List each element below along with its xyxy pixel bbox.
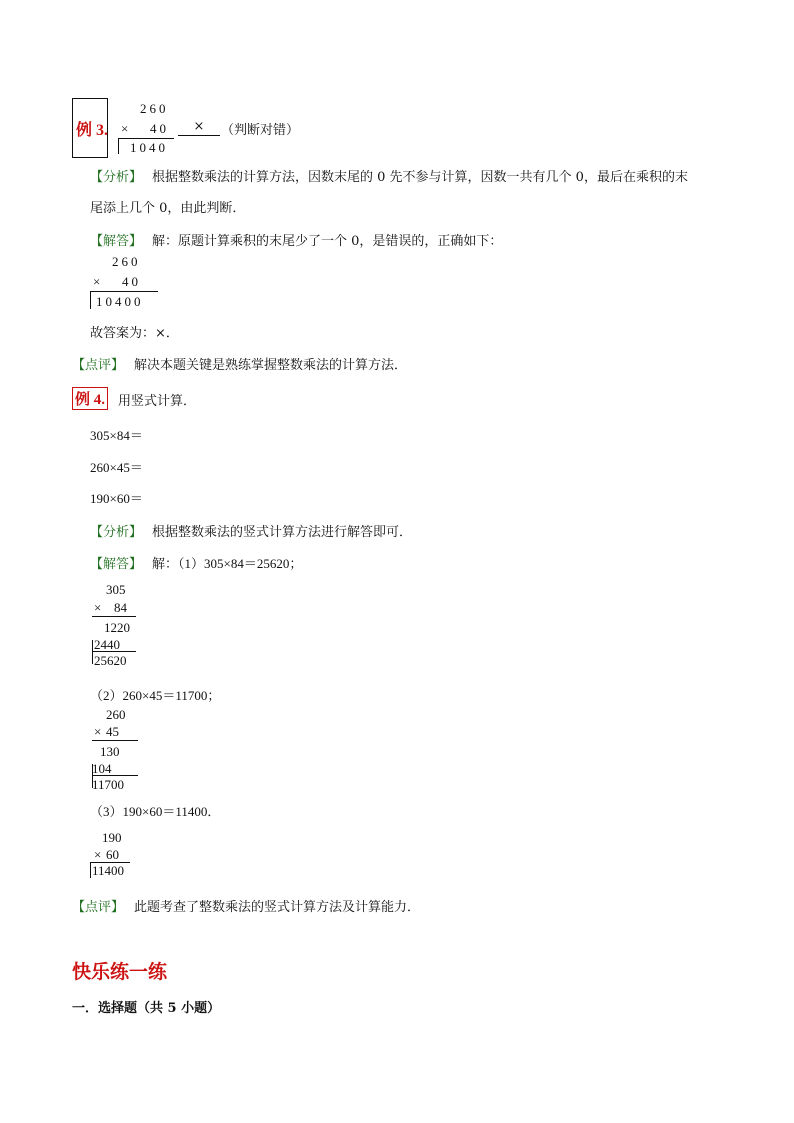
ex4-problem-3: 190×60＝ xyxy=(90,491,143,506)
ex3-calc-op: × xyxy=(121,121,129,136)
ex3-correct-op: × xyxy=(93,274,101,289)
calc1-vline xyxy=(92,640,93,664)
ex4-analysis-tag: 【分析】 xyxy=(90,525,143,540)
ex4-comment-tag: 【点评】 xyxy=(72,900,125,915)
practice-section: 一．选择题（共 5 小题） xyxy=(72,1001,221,1016)
ex4-answer-line1: 解：（1）305×84＝25620； xyxy=(152,556,303,571)
calc2-result: 11700 xyxy=(92,777,125,792)
ex3-blank-answer: × xyxy=(193,119,205,134)
calc2-p1: 130 xyxy=(100,744,120,759)
ex3-correct-result: 10400 xyxy=(96,294,144,309)
calc3-top: 190 xyxy=(102,830,122,845)
calc1-top: 305 xyxy=(106,582,126,597)
ex3-answer-text: 解：原题计算乘积的末尾少了一个 0，是错误的，正确如下： xyxy=(152,234,503,249)
ex4-comment-text: 此题考查了整数乘法的竖式计算方法及计算能力． xyxy=(134,900,421,915)
ex3-answer-blank xyxy=(178,119,220,136)
example-4-label: 例 4. xyxy=(72,387,108,410)
ex4-analysis-text: 根据整数乘法的竖式计算方法进行解答即可． xyxy=(152,525,413,540)
ex3-final-answer: 故答案为：×． xyxy=(90,326,179,341)
calc2-line2 xyxy=(92,775,138,776)
ex4-problem-1: 305×84＝ xyxy=(90,428,143,443)
calc2-line1 xyxy=(92,740,138,741)
ex3-analysis-tag: 【分析】 xyxy=(90,170,143,185)
ex3-calc-line xyxy=(118,138,174,139)
ex3-prompt: （判断对错） xyxy=(221,123,300,138)
ex3-correct-top: 260 xyxy=(112,254,141,269)
ex3-calc-mult: 40 xyxy=(150,121,169,136)
calc1-line2 xyxy=(92,651,136,652)
ex3-answer-tag: 【解答】 xyxy=(90,234,143,249)
ex3-analysis-line2: 尾添上几个 0，由此判断． xyxy=(90,201,246,216)
ex3-correct-vline xyxy=(90,291,91,309)
example-3-label: 例 3. xyxy=(76,122,109,139)
calc3-mult: 60 xyxy=(106,847,119,862)
calc1-result: 25620 xyxy=(94,653,127,668)
calc2-op: × xyxy=(94,724,102,739)
calc2-mult: 45 xyxy=(106,724,119,739)
ex3-comment-text: 解决本题关键是熟练掌握整数乘法的计算方法． xyxy=(134,358,408,373)
ex3-calc-top: 260 xyxy=(140,101,169,116)
calc1-op: × xyxy=(94,600,102,615)
ex3-calc-result: 1040 xyxy=(130,140,168,155)
practice-title: 快乐练一练 xyxy=(72,961,168,983)
calc3-result: 11400 xyxy=(92,863,125,878)
calc3-op: × xyxy=(94,847,102,862)
calc1-p1: 1220 xyxy=(104,620,130,635)
ex3-analysis-line1: 根据整数乘法的计算方法，因数末尾的 0 先不参与计算，因数一共有几个 0，最后在乘积的末 xyxy=(152,170,688,185)
ex4-prompt: 用竖式计算． xyxy=(118,394,197,409)
calc2-top: 260 xyxy=(106,707,126,722)
calc1-mult: 84 xyxy=(114,600,127,615)
ex3-correct-mult: 40 xyxy=(122,274,141,289)
calc1-p2: 2440 xyxy=(94,637,120,652)
ex3-correct-line xyxy=(90,291,158,292)
calc1-line1 xyxy=(92,616,136,617)
ex3-calc-vline xyxy=(118,138,119,154)
ex4-answer-tag: 【解答】 xyxy=(90,557,143,572)
ex3-comment-tag: 【点评】 xyxy=(72,358,125,373)
calc3-vline xyxy=(90,862,91,878)
ex4-answer-line3: （3）190×60＝11400． xyxy=(90,804,221,819)
calc2-p2: 104 xyxy=(92,761,112,776)
ex4-problem-2: 260×45＝ xyxy=(90,460,143,475)
ex4-answer-line2: （2）260×45＝11700； xyxy=(90,688,221,703)
